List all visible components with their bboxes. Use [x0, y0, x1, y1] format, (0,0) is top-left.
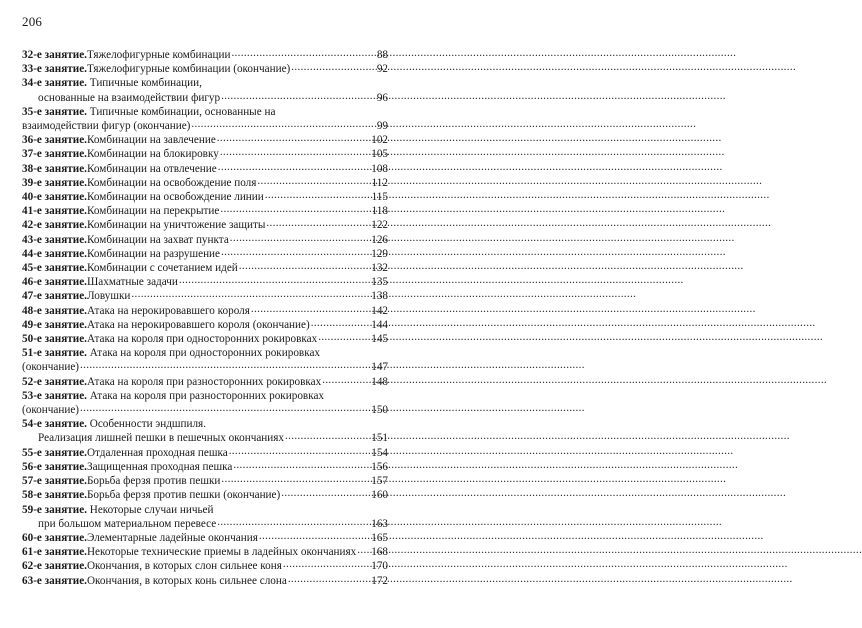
- page-reference: 142: [371, 304, 388, 317]
- page-reference: 129: [371, 247, 388, 260]
- lesson-title: Атака на короля при разносторонних рокировках: [89, 389, 325, 402]
- lesson-title: Атака на нерокировавшего короля: [86, 304, 250, 317]
- lesson-number: 37-е занятие.: [22, 148, 87, 161]
- leader-dots: [221, 89, 376, 103]
- lesson-title-continuation: (окончание): [22, 404, 80, 417]
- leader-dots: [291, 60, 376, 74]
- lesson-title: Атака на нерокировавшего короля (окончание): [86, 318, 310, 331]
- page-reference: 165: [371, 531, 388, 544]
- lesson-title: Элементарные ладейные окончания: [86, 531, 258, 544]
- lesson-title: Защищенная проходная пешка: [86, 460, 233, 473]
- page-reference: 148: [371, 375, 388, 388]
- toc-entry-continuation: [22, 403, 388, 417]
- lesson-title: Тяжелофигурные комбинации: [86, 49, 231, 61]
- lesson-number: 54-е занятие.: [22, 418, 87, 431]
- page-reference: 99: [376, 120, 388, 133]
- page-reference: 126: [371, 233, 388, 246]
- leader-dots: [80, 358, 370, 372]
- leader-dots: [257, 174, 370, 188]
- lesson-number: 55-е занятие.: [22, 446, 87, 459]
- toc-entry-line: [22, 62, 388, 76]
- page-reference: 163: [371, 517, 388, 530]
- leader-dots: [259, 529, 370, 543]
- leader-dots: [322, 373, 370, 387]
- leader-dots: [220, 145, 370, 159]
- lesson-title: Шахматные задачи: [86, 276, 178, 289]
- lesson-number: 61-е занятие.: [22, 546, 87, 559]
- lesson-number: 40-е занятие.: [22, 191, 87, 204]
- lesson-title: Комбинации с сочетанием идей: [86, 262, 238, 275]
- lesson-number: 36-е занятие.: [22, 134, 87, 147]
- lesson-number: 33-е занятие.: [22, 63, 87, 76]
- lesson-number: 43-е занятие.: [22, 233, 87, 246]
- lesson-number: 34-е занятие.: [22, 77, 87, 90]
- lesson-number: 48-е занятие.: [22, 304, 87, 317]
- page-reference: 102: [371, 134, 388, 147]
- lesson-title: Атака на короля при разносторонних рокировках: [86, 375, 322, 388]
- leader-dots: [285, 429, 370, 443]
- lesson-title-continuation: Реализация лишней пешки в пешечных окончаниях: [38, 432, 285, 445]
- leader-dots: [179, 273, 370, 287]
- lesson-number: 45-е занятие.: [22, 262, 87, 275]
- page-reference: 172: [371, 574, 388, 587]
- page-reference: 96: [376, 91, 388, 104]
- page-reference: 118: [371, 205, 388, 218]
- toc-entry: [22, 346, 388, 374]
- toc-entry-line: [22, 488, 388, 502]
- toc-entry: [22, 531, 388, 545]
- lesson-number: 63-е занятие.: [22, 574, 87, 587]
- lesson-number: 57-е занятие.: [22, 475, 87, 488]
- toc-entry: [22, 332, 388, 346]
- leader-dots: [357, 543, 370, 557]
- lesson-title: Окончания, в которых конь сильнее слона: [86, 574, 287, 587]
- lesson-title-continuation: (окончание): [22, 361, 80, 374]
- leader-dots: [229, 444, 371, 458]
- page-reference: 115: [371, 191, 388, 204]
- lesson-title: Тяжелофигурные комбинации (окончание): [86, 63, 291, 76]
- page-reference: 105: [371, 148, 388, 161]
- page-reference: 150: [371, 404, 388, 417]
- leader-dots: [230, 231, 370, 245]
- toc-entry-line: [22, 332, 388, 346]
- page-reference: 157: [371, 475, 388, 488]
- page-reference: 108: [371, 162, 388, 175]
- toc-entry-line: [22, 574, 388, 588]
- lesson-title: Особенности эндшпиля.: [89, 418, 206, 431]
- lesson-number: 35-е занятие.: [22, 105, 87, 118]
- leader-dots: [233, 458, 370, 472]
- lesson-number: 49-е занятие.: [22, 318, 87, 331]
- book-page: [0, 0, 410, 628]
- leader-dots: [131, 287, 370, 301]
- page-reference: 154: [371, 446, 388, 459]
- toc-entry-line: [22, 531, 388, 545]
- lesson-title: Комбинации на захват пункта: [86, 233, 229, 246]
- lesson-number: 32-е занятие.: [22, 49, 87, 61]
- lesson-title: Комбинации на разрушение: [86, 247, 221, 260]
- lesson-number: 56-е занятие.: [22, 460, 87, 473]
- lesson-title: Атака на короля при односторонних рокировках: [89, 347, 321, 360]
- toc-entry-continuation: [22, 91, 388, 105]
- toc-entry: [22, 375, 388, 389]
- leader-dots: [239, 259, 370, 273]
- toc-entry: [22, 76, 388, 104]
- lesson-title: Комбинации на завлечение: [86, 134, 216, 147]
- toc-entry: [22, 574, 388, 588]
- toc-entry-line: [22, 375, 388, 389]
- lesson-title: Отдаленная проходная пешка: [86, 446, 228, 459]
- page-reference: 92: [376, 63, 388, 76]
- toc-entry: [22, 503, 388, 531]
- leader-dots: [288, 572, 370, 586]
- leader-dots: [265, 188, 371, 202]
- leader-dots: [281, 486, 370, 500]
- lesson-number: 39-е занятие.: [22, 176, 87, 189]
- toc-entry: [22, 62, 388, 76]
- page-reference: 147: [371, 361, 388, 374]
- lesson-title: Типичные комбинации, основанные на: [89, 105, 276, 118]
- page-reference: 138: [371, 290, 388, 303]
- toc-entry: [22, 389, 388, 417]
- lesson-number: 38-е занятие.: [22, 162, 87, 175]
- page-reference: 160: [371, 489, 388, 502]
- leader-dots: [311, 316, 370, 330]
- page-reference: 170: [371, 560, 388, 573]
- lesson-title: Комбинации на перекрытие: [86, 205, 220, 218]
- toc-entry: [22, 105, 388, 133]
- leader-dots: [318, 330, 370, 344]
- lesson-title-continuation: основанные на взаимодействии фигур: [38, 91, 221, 104]
- lesson-title: Комбинации на освобождение линии: [86, 191, 264, 204]
- leader-dots: [220, 202, 370, 216]
- lesson-number: 41-е занятие.: [22, 205, 87, 218]
- lesson-number: 60-е занятие.: [22, 531, 87, 544]
- page-reference: 132: [371, 262, 388, 275]
- lesson-number: 59-е занятие.: [22, 503, 87, 516]
- lesson-number: 51-е занятие.: [22, 347, 87, 360]
- lesson-title: Некоторые технические приемы в ладейных окончаниях: [86, 546, 357, 559]
- page-reference: 168: [371, 546, 388, 559]
- leader-dots: [218, 160, 370, 174]
- leader-dots: [221, 472, 370, 486]
- lesson-title: Некоторые случаи ничьей: [89, 503, 214, 516]
- lesson-title: Комбинации на освобождение поля: [86, 176, 257, 189]
- leader-dots: [231, 46, 375, 60]
- leader-dots: [221, 245, 370, 259]
- lesson-title: Борьба ферзя против пешки (окончание): [86, 489, 281, 502]
- lesson-number: 42-е занятие.: [22, 219, 87, 232]
- toc-entry: [22, 488, 388, 502]
- page-reference: 144: [371, 318, 388, 331]
- lesson-number: 52-е занятие.: [22, 375, 87, 388]
- lesson-title: Комбинации на отвлечение: [86, 162, 217, 175]
- lesson-number: 50-е занятие.: [22, 333, 87, 346]
- leader-dots: [266, 216, 370, 230]
- lesson-number: 62-е занятие.: [22, 560, 87, 573]
- lesson-number: 47-е занятие.: [22, 290, 87, 303]
- page-reference: 112: [371, 176, 388, 189]
- leader-dots: [191, 117, 375, 131]
- lesson-title: Атака на короля при односторонних рокировках: [86, 333, 318, 346]
- lesson-title: Окончания, в которых слон сильнее коня: [86, 560, 282, 573]
- lesson-number: 53-е занятие.: [22, 389, 87, 402]
- page-reference: 88: [376, 49, 388, 61]
- leader-dots: [283, 557, 370, 571]
- lesson-title: Комбинации на блокировку: [86, 148, 219, 161]
- leader-dots: [251, 302, 370, 316]
- page-reference: 156: [371, 460, 388, 473]
- lesson-title: Комбинации на уничтожение защиты: [86, 219, 266, 232]
- page-number: 206: [22, 14, 43, 29]
- lesson-title-continuation: взаимодействии фигур (окончание): [22, 120, 191, 133]
- lesson-title-continuation: при большом материальном перевесе: [38, 517, 217, 530]
- leader-dots: [217, 131, 370, 145]
- toc-entry: [22, 417, 388, 445]
- lesson-number: 46-е занятие.: [22, 276, 87, 289]
- page-reference: 151: [371, 432, 388, 445]
- page-reference: 135: [371, 276, 388, 289]
- table-of-contents: [22, 48, 388, 588]
- lesson-title: Борьба ферзя против пешки: [86, 475, 221, 488]
- leader-dots: [217, 515, 370, 529]
- page-reference: 122: [371, 219, 388, 232]
- lesson-title: Типичные комбинации,: [89, 77, 202, 90]
- leader-dots: [80, 401, 370, 415]
- lesson-title: Ловушки: [86, 290, 131, 303]
- lesson-number: 58-е занятие.: [22, 489, 87, 502]
- lesson-number: 44-е занятие.: [22, 247, 87, 260]
- page-reference: 145: [371, 333, 388, 346]
